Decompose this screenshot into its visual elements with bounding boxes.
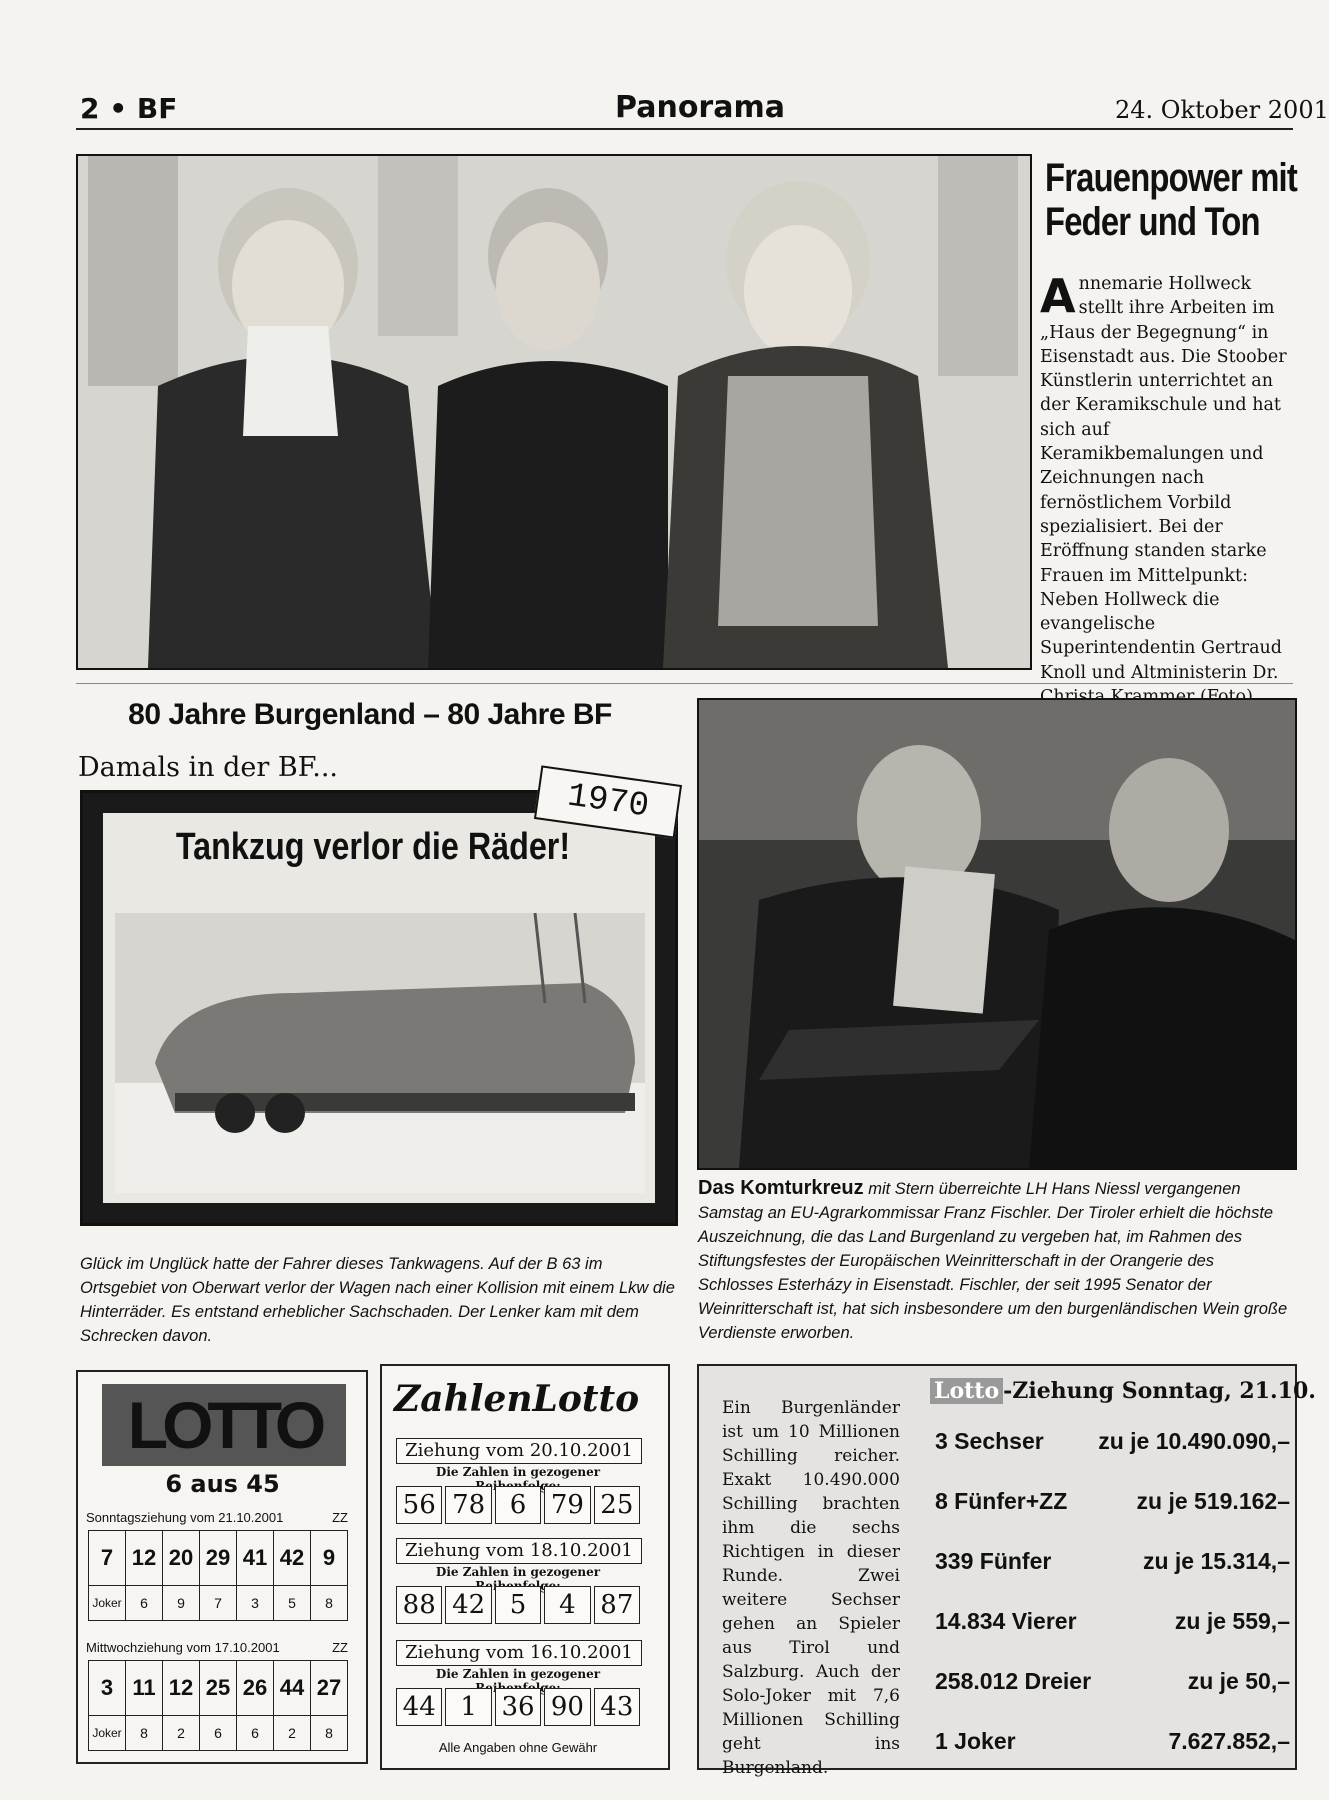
zl-number: 1 <box>445 1688 491 1726</box>
lotto-number: 41 <box>237 1531 274 1586</box>
clipping-headline: Tankzug verlor die Räder! <box>175 826 571 868</box>
dropcap: A <box>1040 269 1076 323</box>
zl-numbers-row <box>396 1486 640 1524</box>
joker-digit: 8 <box>311 1586 348 1621</box>
zl-number: 88 <box>396 1586 442 1624</box>
caption-text: mit Stern überreichte LH Hans Niessl vergangenen Samstag an EU-Agrarkommissar Franz Fischler. Der Tiroler erhielt die höchste Auszeichnung, die das Land Burgenland zu vergeben hat, im Rahmen des Stiftungsfestes der Europäischen Weinritterschaft in der Orangerie des Schlosses Esterházy in Eisenstadt. Fischler, der seit 1995 Senator der Weinritterschaft ist, hat sich insbesondere um den burgenländischen Wein große Verdienste erworben. <box>698 1180 1288 1342</box>
lotto-label: Lotto <box>930 1378 1003 1404</box>
joker-label: Joker <box>89 1586 126 1621</box>
result-row: 258.012 Dreier zu je 50,– <box>935 1668 1290 1694</box>
header-rule <box>76 128 1293 130</box>
lotto-number: 25 <box>200 1661 237 1716</box>
joker-digit: 6 <box>200 1716 237 1751</box>
article-headline <box>1045 156 1297 244</box>
result-row: 14.834 Vierer zu je 559,– <box>935 1608 1290 1634</box>
lotto-number: 12 <box>163 1661 200 1716</box>
lotto-number: 7 <box>89 1531 126 1586</box>
joker-digit: 5 <box>274 1586 311 1621</box>
draw-label-wednesday: Mittwochziehung vom 17.10.2001 ZZ <box>86 1640 348 1655</box>
result-row: 339 Fünfer zu je 15.314,– <box>935 1548 1290 1574</box>
zl-number: 36 <box>495 1688 541 1726</box>
zl-number: 79 <box>544 1486 590 1524</box>
lotto-logo: LOTTO <box>102 1384 346 1466</box>
headline-line-2: Feder und Ton <box>1045 200 1260 244</box>
lotto-number: 12 <box>126 1531 163 1586</box>
result-row: 1 Joker 7.627.852,– <box>935 1728 1290 1754</box>
clipping-caption: Glück im Unglück hatte der Fahrer dieses Tankwagens. Auf der B 63 im Ortsgebiet von Oberwart verlor der Wagen nach einer Kollision mit einem Lkw die Hinterräder. Es entstand erheblicher Sachschaden. Der Lenker kam mit dem Schrecken davon. <box>80 1255 675 1345</box>
zl-numbers-row <box>396 1586 640 1624</box>
joker-digit: 8 <box>126 1716 163 1751</box>
zl-order-note: Die Zahlen in gezogener <box>435 1667 601 1681</box>
lotto-zusatzzahl: 27 <box>311 1661 348 1716</box>
disclaimer: Alle Angaben ohne Gewähr <box>438 1740 598 1755</box>
zl-number: 43 <box>594 1688 640 1726</box>
joker-label: Joker <box>89 1716 126 1751</box>
page-number: 2 • BF <box>80 92 178 125</box>
result-row: 8 Fünfer+ZZ zu je 519.162– <box>935 1488 1290 1514</box>
zl-draw-date: Ziehung vom 18.10.2001 <box>396 1538 642 1564</box>
draw-label-sunday: Sonntagsziehung vom 21.10.2001 ZZ <box>86 1510 348 1525</box>
issue-date: 24. Oktober 2001 <box>1115 96 1329 124</box>
lotto-number: 26 <box>237 1661 274 1716</box>
caption-lead: Das Komturkreuz <box>698 1177 864 1199</box>
zl-draw-date: Ziehung vom 16.10.2001 <box>396 1640 642 1666</box>
lotto-number: 11 <box>126 1661 163 1716</box>
zl-draw-date: Ziehung vom 20.10.2001 <box>396 1438 642 1464</box>
section-rule <box>76 683 1293 684</box>
zl-number: 5 <box>495 1586 541 1624</box>
zl-number: 78 <box>445 1486 491 1524</box>
joker-digit: 3 <box>237 1586 274 1621</box>
zahlenlotto-logo: ZahlenLotto <box>394 1378 640 1420</box>
zl-order-note: Die Zahlen in gezogener <box>435 1565 601 1579</box>
anniversary-subtitle: Damals in der BF... <box>78 752 338 783</box>
zl-number: 6 <box>495 1486 541 1524</box>
joker-digit: 7 <box>200 1586 237 1621</box>
award-photo <box>697 698 1297 1170</box>
zl-number: 4 <box>544 1586 590 1624</box>
joker-digit: 9 <box>163 1586 200 1621</box>
award-caption <box>698 1176 1293 1345</box>
lotto-number: 42 <box>274 1531 311 1586</box>
zl-number: 90 <box>544 1688 590 1726</box>
zl-numbers-row <box>396 1688 640 1726</box>
joker-digit: 6 <box>237 1716 274 1751</box>
lotto-number: 20 <box>163 1531 200 1586</box>
lotto-table-sunday <box>88 1530 348 1621</box>
joker-digit: 8 <box>311 1716 348 1751</box>
results-title: Lotto -Ziehung Sonntag, 21.10. <box>930 1378 1316 1404</box>
result-row: 3 Sechser zu je 10.490.090,– <box>935 1428 1290 1454</box>
exhibition-photo <box>76 154 1032 670</box>
zl-number: 56 <box>396 1486 442 1524</box>
anniversary-headline: 80 Jahre Burgenland – 80 Jahre BF <box>128 698 612 731</box>
zl-order-note: Die Zahlen in gezogener <box>435 1465 601 1479</box>
section-title: Panorama <box>615 90 785 125</box>
lotto-subtitle: 6 aus 45 <box>165 1470 280 1498</box>
joker-digit: 6 <box>126 1586 163 1621</box>
joker-digit: 2 <box>163 1716 200 1751</box>
joker-digit: 2 <box>274 1716 311 1751</box>
lotto-number: 44 <box>274 1661 311 1716</box>
article-text: nnemarie Hollweck stellt ihre Arbeiten im „Haus der Begegnung“ in Eisenstadt aus. Die Stoober Künstlerin unterrichtet an der Keramikschule und hat sich auf Keramikbemalungen und Zeichnungen nach fernöstlichem Vorbild spezialisiert. Bei der Eröffnung standen starke Frauen im Mittelpunkt: Neben Hollweck die evangelische Superintendentin Gertraud Knoll und Altministerin Dr. <box>1040 274 1287 683</box>
year-badge: 1970 <box>534 765 682 838</box>
lotto-number: 3 <box>89 1661 126 1716</box>
zl-number: 25 <box>594 1486 640 1524</box>
lotto-number: 29 <box>200 1531 237 1586</box>
results-text: Ein Burgenländer ist um 10 Millionen Schilling reicher. Exakt 10.490.000 Schilling brachten ihm die sechs Richtigen in dieser Runde. Zwei weitere Sechser gehen an Spieler aus Tirol und Salzburg. Auch der Solo-Joker mit 7,6 Millionen Schilling geht ins Burgenland. <box>722 1398 900 1778</box>
headline-line-1: Frauenpower mit <box>1045 156 1297 200</box>
zl-number: 87 <box>594 1586 640 1624</box>
lotto-table-wednesday <box>88 1660 348 1751</box>
zl-number: 42 <box>445 1586 491 1624</box>
zl-number: 44 <box>396 1688 442 1726</box>
lotto-zusatzzahl: 9 <box>311 1531 348 1586</box>
